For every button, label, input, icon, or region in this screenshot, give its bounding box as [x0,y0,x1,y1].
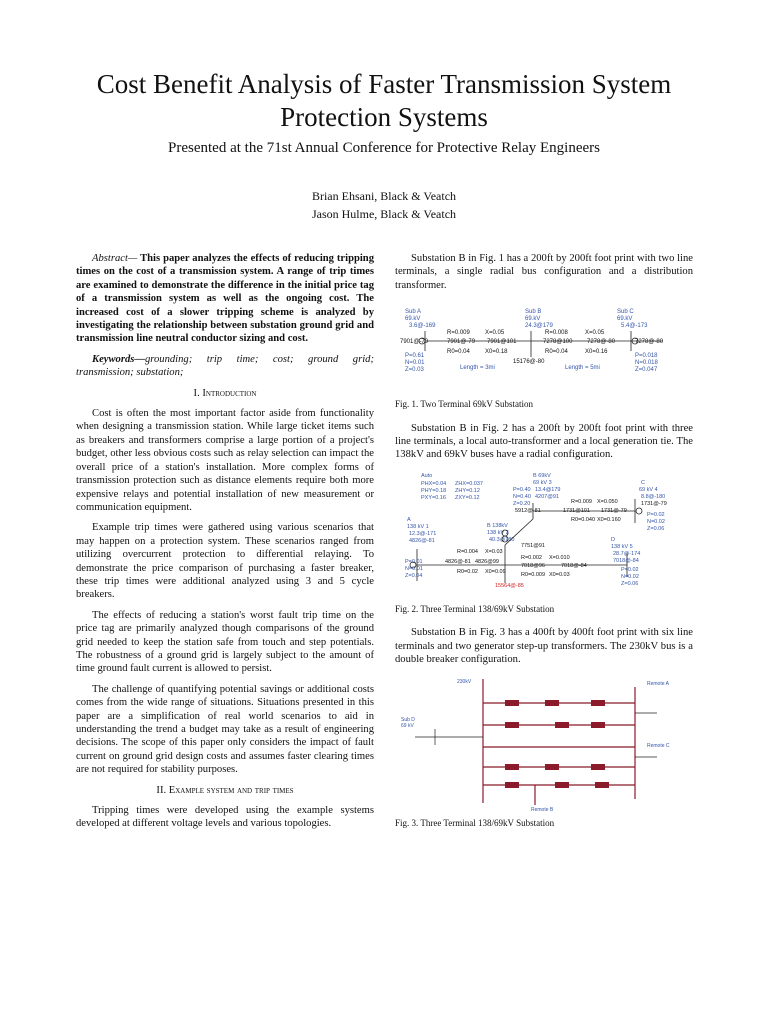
fig2-akv: 138 kV 1 [407,523,429,530]
fig2-h3: 7018@-84 [561,562,587,569]
fig2-x0160: X0=0.160 [597,516,621,523]
fig2-cf: 8.8@-180 [641,493,666,500]
fig3-left-sub: Sub D [401,717,415,724]
fig2-cp: P=0.02 [647,511,665,518]
fig2-zhy: ZHY=0.12 [455,487,480,494]
fig1-x1: X=0.05 [485,330,505,337]
fig2-an: N=0.01 [405,565,423,572]
fig2-c: C [641,479,645,486]
fig1-sub-a-fault: 3.6@-169 [409,323,436,330]
title-line-2: Protection Systems [280,102,488,132]
fig2-b69f: 13.4@179 [535,486,561,493]
fig2-zhx: ZHX=0.037 [455,480,483,487]
fig2-g2: 4826@99 [475,558,499,565]
fig2-ap: P=0.01 [405,558,423,565]
fig2-b69g: 4207@91 [535,493,559,500]
section-example-system: II. Example system and trip times [156,784,294,796]
intro-paragraph-3: The effects of reducing a station's worst fault trip time on the price tag are primarily analyzed though comparisons of the ground grid needed to keep the station safe from touch and step potentials. The robustness of a ground grid is largely subject to the amount of time ground fault current is allowed to persist. [76,609,374,675]
fig2-cg: 1731@-79 [641,500,667,507]
fig1-sub-c-kv: 69.kV [617,316,633,323]
right-column [395,252,693,841]
fig1-na: N=0.01 [405,360,425,367]
title-line-1: Cost Benefit Analysis of Faster Transmission System [96,69,672,99]
fig2-x003b: X0=0.03 [549,571,570,578]
fig2-d: D [611,536,615,543]
paper-title [40,68,728,134]
fig3-bottom: Remote B [531,807,554,814]
fig1-za: Z=0.03 [405,367,424,374]
abstract-label: Abstract— [92,253,138,264]
fig1-pa: P=0.61 [405,353,425,360]
fig1-r0b: R0=0.04 [545,349,568,356]
fig1-sub-b-kv: 69.kV [525,316,541,323]
fig2-r0009: R0=0.009 [521,571,546,578]
fig2-h2: 7018@96 [521,562,545,569]
fig2-g1: 4826@-81 [445,558,471,565]
fig1-sub-a-kv: 69.kV [405,316,421,323]
figure-1-diagram [395,299,693,394]
example-paragraph-1: Tripping times were developed using the example systems developed at different voltage levels and various topologies. [76,805,374,830]
author-2: Jason Hulme, Black & Veatch [311,207,457,221]
fig2-dn: N=0.02 [621,573,639,580]
fig2-z20: Z=0.20 [513,500,531,507]
abstract-text: This paper analyzes the effects of reducing tripping times on the cost of a transmission system. A range of trip times are examined to demonstrate the difference in the initial price tag of a transmission system as well as the ongoing cost. The increased cost of a slower tripping scheme is analyzed by investigating the relationship between substation ground grid and transmission line neutral conductor sizing and cost. [76,253,374,345]
intro-paragraph-1: Cost is often the most important factor aside from functionality when designing a transmission station. While large ticket items such as breakers and transformers comprise a large portion of a project's budget, other less obvious costs such as relay selection can impact the overall price of a station's installation. More complex forms of transmission protection such as distance elements require both more expensive relays and potential installation of new measurement or communication equipment. [76,408,374,513]
fig2-dz: Z=0.06 [621,580,639,587]
fig1-sub-c-fault: 5.4@-173 [621,323,648,330]
fig2-df: 28.7@-174 [613,550,641,557]
fig2-b138kv: 138 kV 2 [487,529,509,536]
fig2-dp: P=0.02 [621,566,639,573]
right-paragraph-3: Substation B in Fig. 3 has a 400ft by 400ft foot print with six line terminals and two generator step-up transformers. The 230kV bus is a double breaker configuration. [395,627,693,666]
fig1-r2: R=0.008 [545,330,568,337]
fig2-phy: PHY=0.18 [421,487,447,494]
fig2-r004: R=0.004 [457,548,478,555]
fig2-p40: P=0.40 [513,486,531,493]
fig2-h1: 7751@91 [521,542,545,549]
fig2-x009: X0=0.09 [485,568,506,575]
fig2-az: Z=0.04 [405,572,423,579]
right-paragraph-2: Substation B in Fig. 2 has a 200ft by 200ft foot print with three line terminals, a local auto-transformer and a local generation tie. The 138kV and 69kV buses have a radial configuration. [395,422,693,461]
fig1-r0a: R0=0.04 [447,349,470,356]
fig1-flow-6: 7278@-80 [635,339,664,346]
fig2-mid3: 1731@-79 [601,507,627,514]
fig2-ag: 4826@-81 [409,537,435,544]
fig1-flow-5: 7278@-80 [587,339,616,346]
fig2-b69: B 69kV [533,472,551,479]
fig1-flow-4: 7278@100 [543,339,573,346]
fig2-x0010: X=0.010 [549,554,570,561]
fig2-fault-red: 15564@-85 [495,582,524,589]
fig1-flow-1: 7901@-79 [400,339,429,346]
fig2-r040: R0=0.040 [571,516,596,523]
fig2-ckv: 69 kV 4 [639,486,658,493]
fig2-pxy: PXY=0.16 [421,494,446,501]
intro-paragraph-4: The challenge of quantifying potential savings or additional costs comes from the wide range of situations. Situations presented in this paper are a simplification of real world scenarios to aid in understanding the trend a budget may take as a result of engineering decisions. The scope of this paper only considers the impact of fault current on ground grid design costs and assumes faster clearing times are not required for stability purposes. [76,683,374,776]
author-1: Brian Ehsani, Black & Veatch [311,189,457,203]
fig1-nc: N=0.018 [635,360,658,367]
keywords-text: grounding; trip time; cost; ground grid; transmission; substation; [76,353,374,379]
fig2-dkv: 138 kV 5 [611,543,633,550]
fig1-x2: X=0.05 [585,330,605,337]
fig2-mid2: 1731@101 [563,507,590,514]
fig2-r009: R=0.009 [571,498,592,505]
fig1-sub-a: Sub A [405,309,422,316]
fig1-length-2: Length = 5mi [565,365,600,372]
fig1-sub-b: Sub B [525,309,542,316]
fig2-a: A [407,516,411,523]
figure-1-caption: Fig. 1. Two Terminal 69kV Substation [395,399,533,410]
fig1-flow-2: 7901@-79 [447,339,476,346]
fig1-pc: P=0.018 [635,353,658,360]
fig3-right-a: Remote A [647,681,669,688]
fig1-sub-b-fault: 24.3@179 [525,323,553,330]
fig1-mid-fault: 15176@-80 [513,359,545,366]
section-introduction: I. Introduction [193,387,257,399]
fig2-r0002: R0=0.02 [457,568,478,575]
figure-2-caption: Fig. 2. Three Terminal 138/69kV Substation [395,603,555,614]
fig3-left-kv: 69 kV [401,723,414,730]
fig1-length-1: Length = 3mi [460,365,495,372]
fig2-b138: B 138kV [487,522,508,529]
fig2-zxy: ZXY=0.12 [455,494,480,501]
fig1-sub-c: Sub C [617,309,634,316]
left-column [76,252,374,838]
fig1-x0b: X0=0.16 [585,349,608,356]
figure-2-diagram [395,469,693,599]
fig3-bus-label: 230kV [457,679,472,686]
figure-3-diagram [395,673,693,813]
fig2-b138f: 40.3@180 [489,536,515,543]
fig2-n40: N=0.40 [513,493,531,500]
fig2-x003: X=0.03 [485,548,503,555]
paper-subtitle: Presented at the 71st Annual Conference for Protective Relay Engineers [168,140,600,156]
fig2-phx: PHX=0.04 [421,480,447,487]
fig1-x0a: X0=0.18 [485,349,508,356]
intro-paragraph-2: Example trip times were gathered using various scenarios that may happen on a protection system. These scenarios ranged from utilizing overcurrent protection to differential relaying. To demonstrate the price comparison of purchasing a faster breaker, these trip times were additional analyzed using 3 and 5 cycle breakers. [76,522,374,601]
fig2-auto: Auto [421,472,433,479]
right-paragraph-1: Substation B in Fig. 1 has a 200ft by 200ft foot print with two line terminals, a single radial bus configuration and a distribution transformer. [395,253,693,291]
fig2-cn: N=0.02 [647,518,665,525]
fig1-flow-3: 7901@101 [487,339,517,346]
fig2-dg: 7018@-84 [613,557,639,564]
fig2-cz: Z=0.06 [647,525,665,532]
fig2-b69kv: 69 kV 3 [533,479,552,486]
fig2-mid1: 5912@-81 [515,507,541,514]
fig1-zc: Z=0.047 [635,367,658,374]
keywords [76,353,374,380]
fig2-af: 12.3@-171 [409,530,437,537]
fig2-x050: X=0.050 [597,498,618,505]
fig1-r1: R=0.009 [447,330,470,337]
fig2-r0002b: R=0.002 [521,554,542,561]
fig3-right-c: Remote C [647,743,670,750]
keywords-label: Keywords— [92,353,145,365]
abstract [76,252,374,346]
figure-3-caption: Fig. 3. Three Terminal 138/69kV Substation [395,818,555,829]
